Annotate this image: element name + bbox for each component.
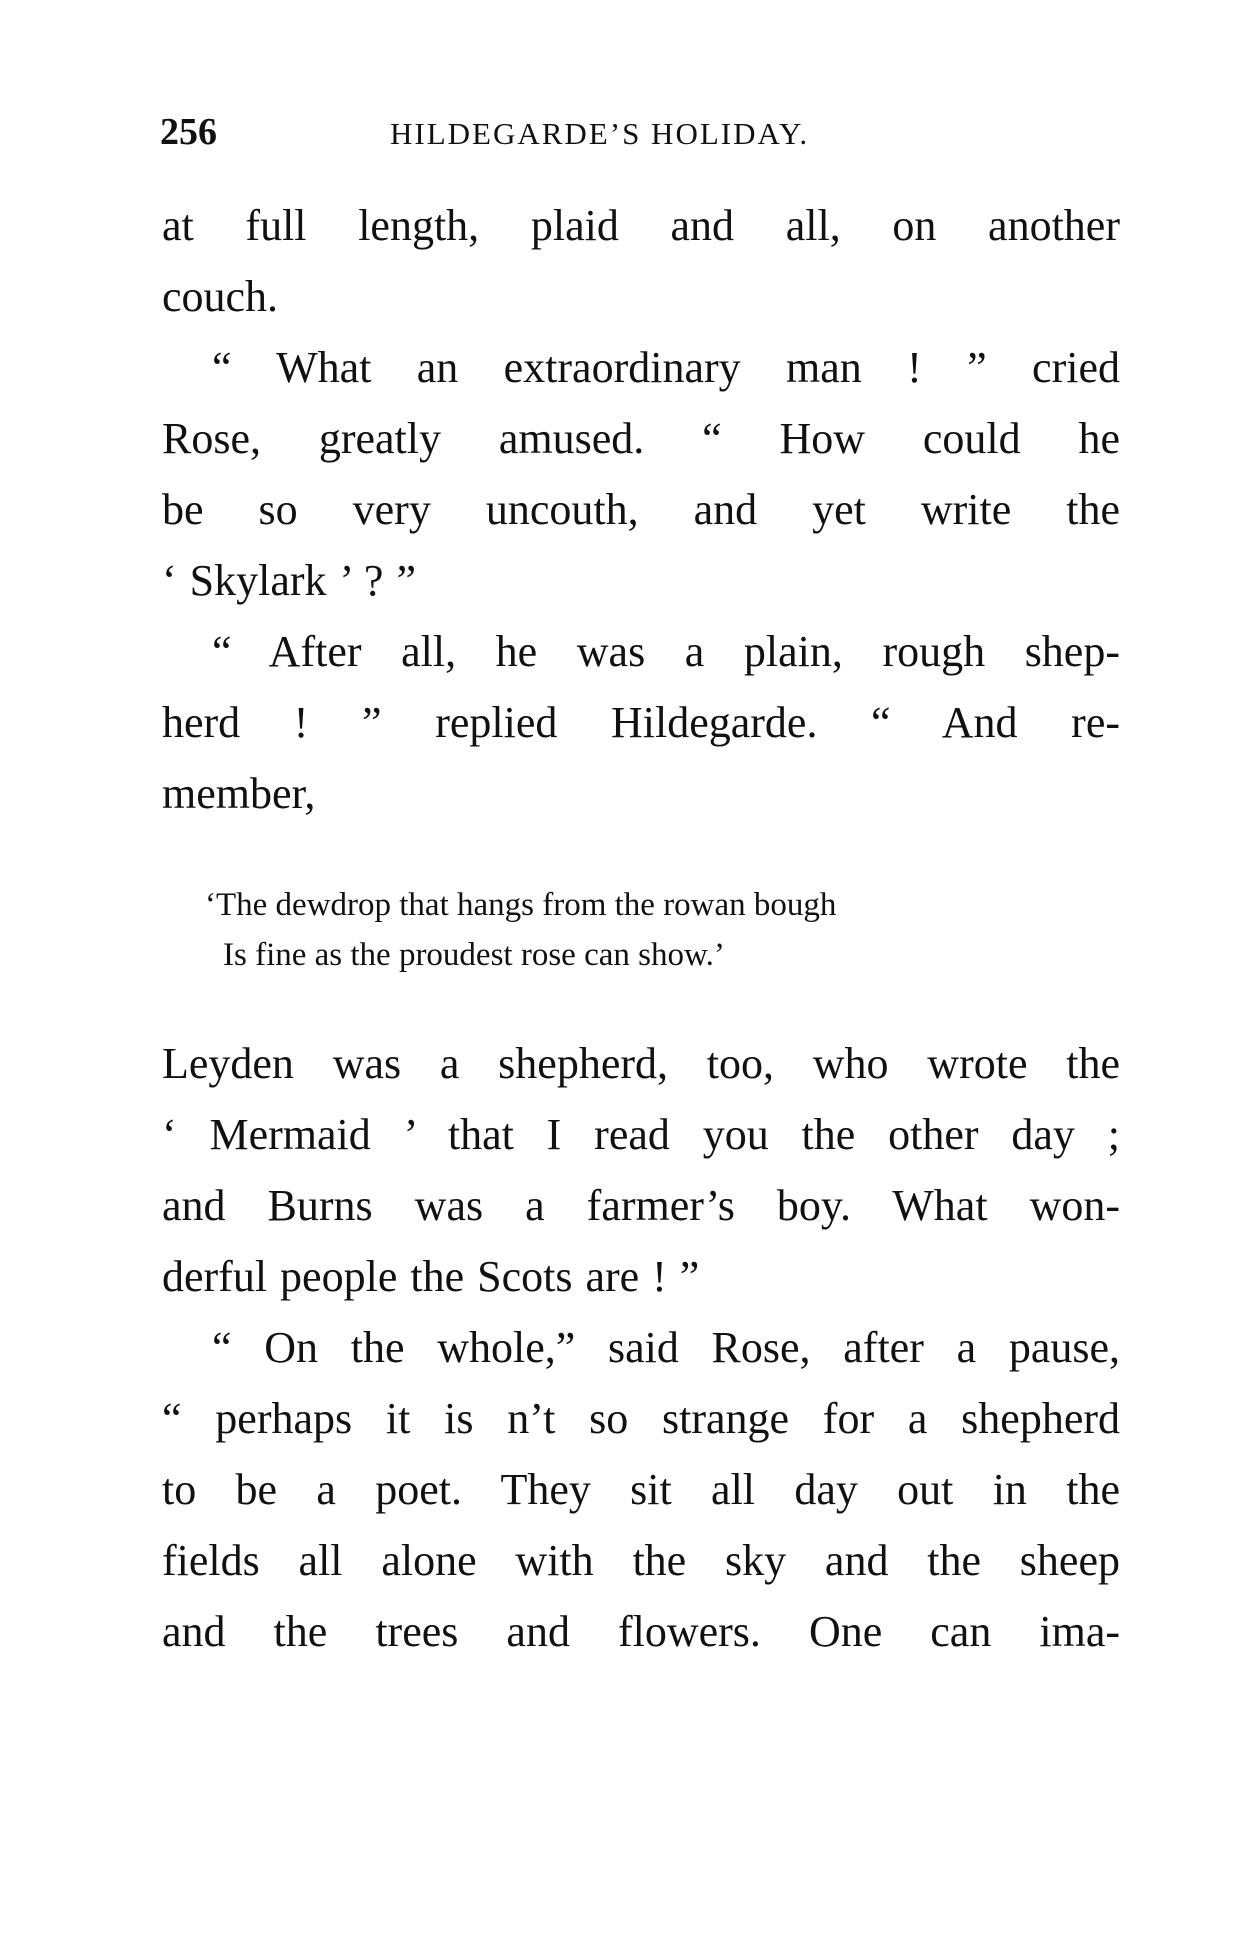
text-line: Rose, greatly amused. “ How could he	[162, 414, 1120, 463]
text-block-top	[162, 190, 1120, 829]
text-line: “ After all, he was a plain, rough shep-	[212, 627, 1120, 676]
text-line: couch.	[162, 272, 279, 321]
text-line: and Burns was a farmer’s boy. What won-	[162, 1181, 1120, 1230]
text-line: herd ! ” replied Hildegarde. “ And re-	[162, 698, 1120, 747]
text-line: be so very uncouth, and yet write the	[162, 485, 1120, 534]
verse-line: Is fine as the proudest rose can show.’	[223, 937, 725, 973]
book-title: HILDEGARDE’S HOLIDAY.	[390, 116, 810, 151]
text-line: derful people the Scots are ! ”	[162, 1252, 700, 1301]
running-head	[160, 110, 1120, 160]
text-line: and the trees and flowers. One can ima-	[162, 1607, 1120, 1656]
text-line: ‘ Mermaid ’ that I read you the other day ;	[162, 1110, 1120, 1159]
text-line: Leyden was a shepherd, too, who wrote the	[162, 1039, 1120, 1088]
text-line: “ What an extraordinary man ! ” cried	[212, 343, 1120, 392]
text-line: member,	[162, 769, 316, 818]
text-line: ‘ Skylark ’ ? ”	[162, 556, 416, 605]
text-line: fields all alone with the sky and the sheep	[162, 1536, 1120, 1585]
page-number: 256	[160, 111, 217, 153]
text-line: at full length, plaid and all, on another	[162, 201, 1120, 250]
text-line: “ perhaps it is n’t so strange for a shepherd	[162, 1394, 1120, 1443]
text-line: “ On the whole,” said Rose, after a pause,	[212, 1323, 1120, 1372]
verse-quotation	[205, 880, 1105, 980]
text-line: to be a poet. They sit all day out in the	[162, 1465, 1120, 1514]
verse-line: ‘The dewdrop that hangs from the rowan bough	[205, 887, 837, 923]
text-block-bottom	[162, 1028, 1120, 1667]
